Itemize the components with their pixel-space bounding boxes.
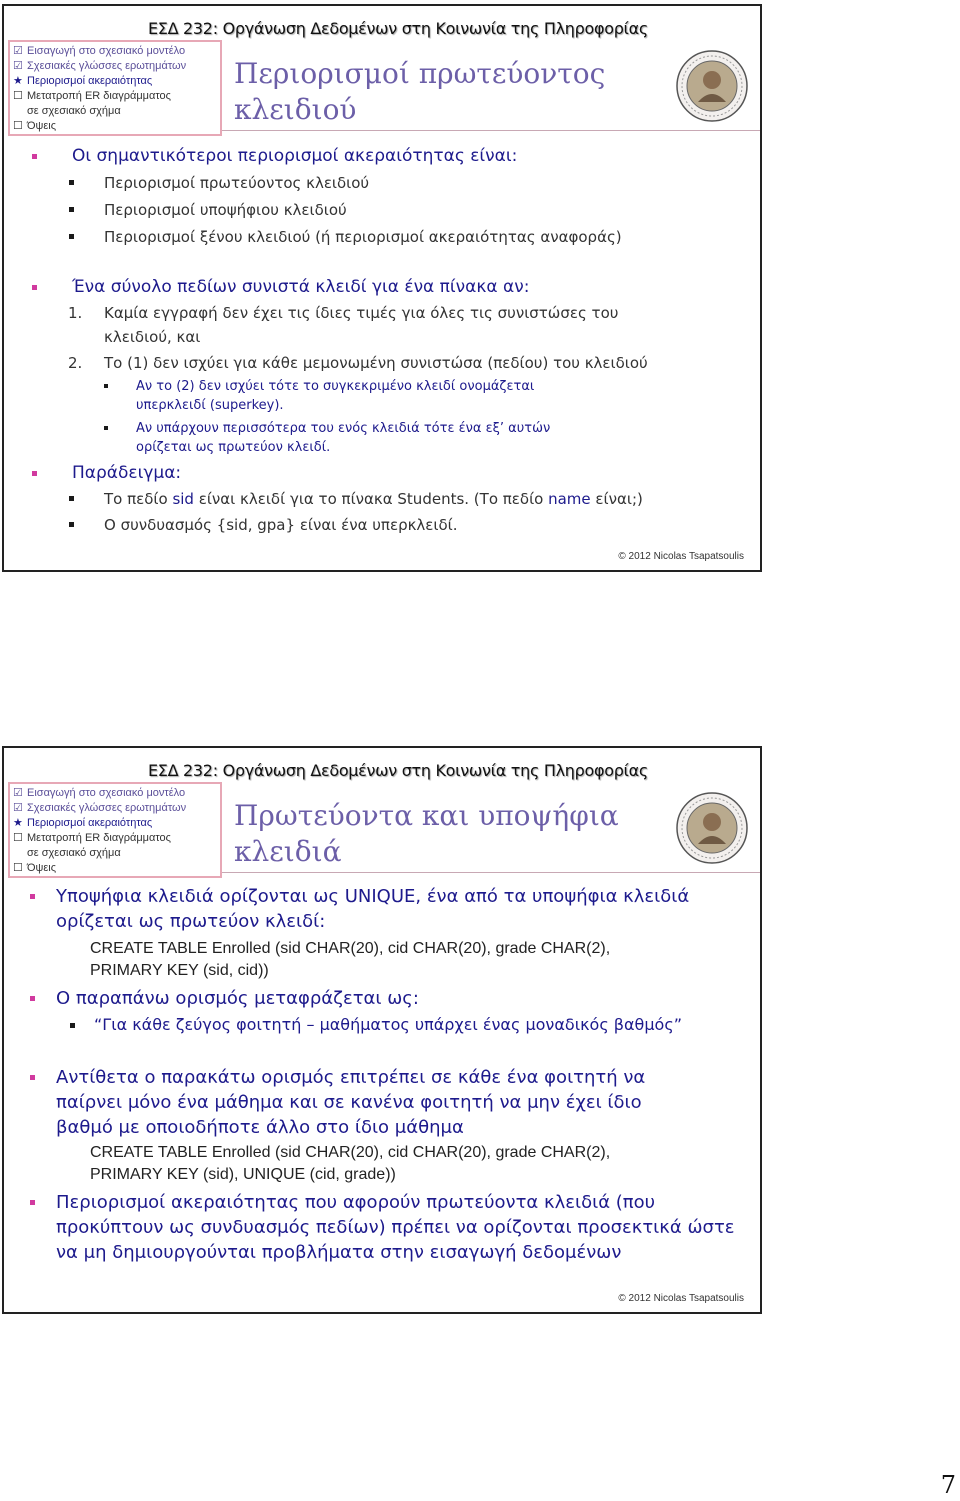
copyright-footer: © 2012 Nicolas Tsapatsoulis: [618, 551, 744, 562]
nav-item: ☑ Εισαγωγή στο σχεσιακό μοντέλο: [13, 787, 186, 799]
bullet-main: Ένα σύνολο πεδίων συνιστά κλειδί για ένα πίνακα αν:: [24, 275, 750, 299]
nav-item: ☑ Σχεσιακές γλώσσες ερωτημάτων: [13, 60, 187, 72]
bullet-square-icon: [32, 285, 37, 290]
slide-title: Πρωτεύοντα και υποψήφια κλειδιά: [234, 799, 619, 868]
topic-nav: [8, 40, 222, 136]
slide-content: [24, 884, 750, 1265]
page-number: 7: [940, 1471, 956, 1499]
nav-item: ☐ Όψεις: [13, 120, 57, 132]
nav-item-continuation: σε σχεσιακό σχήμα: [27, 847, 121, 859]
checkbox-empty-icon: ☐: [13, 90, 23, 102]
university-seal-logo: [676, 792, 748, 864]
sub-item: Αν το (2) δεν ισχύει τότε το συγκεκριμένο κλειδί ονομάζεται υπερκλειδί (superkey).: [24, 377, 566, 415]
slide-title: Περιορισμοί πρωτεύοντος κλειδιού: [234, 57, 606, 126]
slide-primary-candidate-keys: [2, 746, 762, 1314]
checkbox-empty-icon: ☐: [13, 120, 23, 132]
bullet-main: Οι σημαντικότεροι περιορισμοί ακεραιότητας είναι:: [24, 144, 750, 168]
bullet-main: Περιορισμοί ακεραιότητας που αφορούν πρωτεύοντα κλειδιά (που προκύπτουν ως συνδυασμός πεδίων) πρέπει να ορίζονται προσεκτικά ώστε να μη δημιουργούνται προβλήματα στην εισαγωγή δεδομένων: [24, 1190, 746, 1265]
header-divider: [222, 130, 760, 131]
bullet-square-icon: [69, 234, 74, 239]
checkbox-empty-icon: ☐: [13, 862, 23, 874]
list-item: Περιορισμοί ξένου κλειδιού (ή περιορισμοί ακεραιότητας αναφοράς): [24, 225, 750, 249]
bullet-square-icon: [69, 180, 74, 185]
nav-item: ☐ Μετατροπή ER διαγράμματος: [13, 90, 171, 102]
bullet-square-icon: [70, 1023, 75, 1028]
sql-code: CREATE TABLE Enrolled (sid CHAR(20), cid CHAR(20), grade CHAR(2), PRIMARY KEY (sid, cid)): [90, 940, 611, 979]
numbered-item: 1. Καμία εγγραφή δεν έχει τις ίδιες τιμές για όλες τις συνιστώσες του κλειδιού, και: [68, 304, 619, 346]
list-item: Περιορισμοί πρωτεύοντος κλειδιού: [24, 171, 750, 195]
example-item: Ο συνδυασμός {sid, gpa} είναι ένα υπερκλειδί.: [24, 513, 750, 537]
bullet-square-icon: [30, 1075, 35, 1080]
bullet-square-icon: [32, 471, 37, 476]
header-divider: [222, 872, 760, 873]
bullet-square-icon: [104, 384, 108, 388]
bullet-square-icon: [32, 154, 37, 159]
copyright-footer: © 2012 Nicolas Tsapatsoulis: [618, 1293, 744, 1304]
nav-item-continuation: σε σχεσιακό σχήμα: [27, 105, 121, 117]
course-title: ΕΣΔ 232: Οργάνωση Δεδομένων στη Κοινωνία της Πληροφορίας: [148, 761, 648, 780]
bullet-main: Αντίθετα ο παρακάτω ορισμός επιτρέπει σε κάθε ένα φοιτητή να παίρνει μόνο ένα μάθημα και σε κανένα φοιτητή να μην έχει ίδιο βαθμό με οποιοδήποτε άλλο στο ίδιο μάθημα: [24, 1065, 696, 1140]
nav-item: ☐ Μετατροπή ER διαγράμματος: [13, 832, 171, 844]
sub-item: “Για κάθε ζεύγος φοιτητή – μαθήματος υπάρχει ένας μοναδικός βαθμός”: [24, 1013, 750, 1037]
bullet-square-icon: [69, 496, 74, 501]
bullet-square-icon: [69, 522, 74, 527]
numbered-item: 2. Το (1) δεν ισχύει για κάθε μεμονωμένη συνιστώσα (πεδίου) του κλειδιού: [68, 354, 648, 372]
checkbox-checked-icon: ☑: [13, 802, 23, 814]
nav-item-current: ★ Περιορισμοί ακεραιότητας: [13, 75, 153, 87]
slide-content: [24, 142, 750, 537]
nav-item: ☐ Όψεις: [13, 862, 57, 874]
topic-nav: [8, 782, 222, 878]
university-seal-logo: [676, 50, 748, 122]
checkbox-empty-icon: ☐: [13, 832, 23, 844]
star-icon: ★: [13, 75, 23, 87]
bullet-main: Υποψήφια κλειδιά ορίζονται ως UNIQUE, ένα από τα υποψήφια κλειδιά ορίζεται ως πρωτεύον κλειδί:: [24, 884, 746, 934]
bullet-square-icon: [30, 1200, 35, 1205]
bullet-square-icon: [104, 426, 108, 430]
checkbox-checked-icon: ☑: [13, 787, 23, 799]
checkbox-checked-icon: ☑: [13, 60, 23, 72]
checkbox-checked-icon: ☑: [13, 45, 23, 57]
bullet-square-icon: [30, 996, 35, 1001]
sql-code: CREATE TABLE Enrolled (sid CHAR(20), cid CHAR(20), grade CHAR(2), PRIMARY KEY (sid), UNIQUE (cid, grade)): [90, 1144, 611, 1183]
course-title: ΕΣΔ 232: Οργάνωση Δεδομένων στη Κοινωνία της Πληροφορίας: [148, 19, 648, 38]
bullet-square-icon: [69, 207, 74, 212]
nav-item-current: ★ Περιορισμοί ακεραιότητας: [13, 817, 153, 829]
sub-item: Αν υπάρχουν περισσότερα του ενός κλειδιά τότε ένα εξ’ αυτών ορίζεται ως πρωτεύον κλειδί.: [24, 419, 606, 457]
bullet-main: Παράδειγμα:: [24, 461, 750, 485]
nav-item: ☑ Εισαγωγή στο σχεσιακό μοντέλο: [13, 45, 186, 57]
list-item: Περιορισμοί υποψήφιου κλειδιού: [24, 198, 750, 222]
slide-primary-key-constraints: [2, 4, 762, 572]
bullet-square-icon: [30, 894, 35, 899]
star-icon: ★: [13, 817, 23, 829]
nav-item: ☑ Σχεσιακές γλώσσες ερωτημάτων: [13, 802, 187, 814]
bullet-main: Ο παραπάνω ορισμός μεταφράζεται ως:: [24, 986, 750, 1011]
example-item: Το πεδίο sid είναι κλειδί για το πίνακα Students. (Το πεδίο name είναι;): [24, 487, 750, 511]
